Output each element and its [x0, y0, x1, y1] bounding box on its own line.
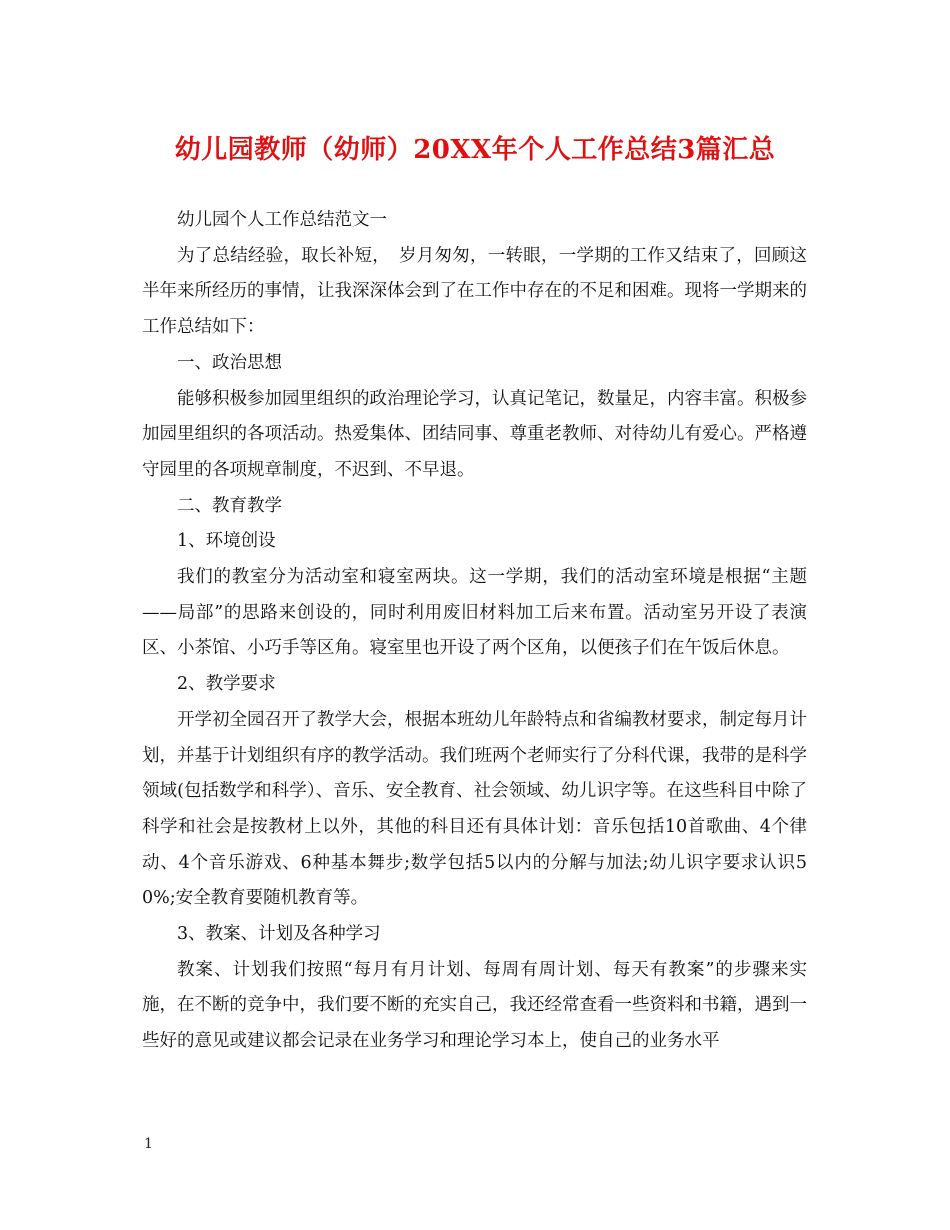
section-heading: 二、教育教学 — [177, 495, 282, 516]
body-paragraph: 教案、计划我们按照“每月有月计划、每周有周计划、每天有教案”的步骤来实施，在不断的竞争中，我们要不断的充实自己，我还经常查看一些资料和书籍，遇到一些好的意见或建议都会记录在业务学习和理论学习本上，使自己的业务水平 — [142, 959, 807, 1052]
section-heading: 幼儿园个人工作总结范文一 — [177, 210, 387, 230]
body-paragraph: 开学初全园召开了教学大会，根据本班幼儿年龄特点和省编教材要求，制定每月计划，并基于计划组织有序的教学活动。我们班两个老师实行了分科代课，我带的是科学领域(包括数学和科学）、音乐、安全教育、社会领域、幼儿识字等。在这些科目中除了科学和社会是按教材上以外，其他的科目还有具体计划：音乐包括10首歌曲、4个律动、4个音乐游戏、6种基本舞步;数学包括5以内的分解与加法;幼儿识字要求认识50%;安全教育要随机教育等。 — [142, 709, 807, 909]
document-body — [142, 203, 807, 1060]
section-heading: 一、政治思想 — [177, 352, 282, 373]
body-paragraph: 我们的教室分为活动室和寝室两块。这一学期，我们的活动室环境是根据“主题——局部”的思路来创设的，同时利用废旧材料加工后来布置。活动室另开设了表演区、小茶馆、小巧手等区角。寝室里也开设了两个区角，以便孩子们在午饭后休息。 — [142, 567, 807, 659]
document-title: 幼儿园教师（幼师）20XX年个人工作总结3篇汇总 — [174, 135, 776, 165]
page-number: 1 — [144, 1136, 153, 1152]
body-paragraph: 能够积极参加园里组织的政治理论学习，认真记笔记，数量足，内容丰富。积极参加园里组织的各项活动。热爱集体、团结同事、尊重老教师、对待幼儿有爱心。严格遵守园里的各项规章制度，不迟到、不早退。 — [142, 388, 807, 480]
subsection-heading: 1、环境创设 — [177, 531, 276, 552]
subsection-heading: 3、教案、计划及各种学习 — [177, 924, 381, 945]
subsection-heading: 2、教学要求 — [177, 674, 276, 695]
body-paragraph: 为了总结经验，取长补短， 岁月匆匆，一转眼，一学期的工作又结束了，回顾这半年来所经历的事情，让我深深体会到了在工作中存在的不足和困难。现将一学期来的工作总结如下： — [142, 245, 807, 338]
